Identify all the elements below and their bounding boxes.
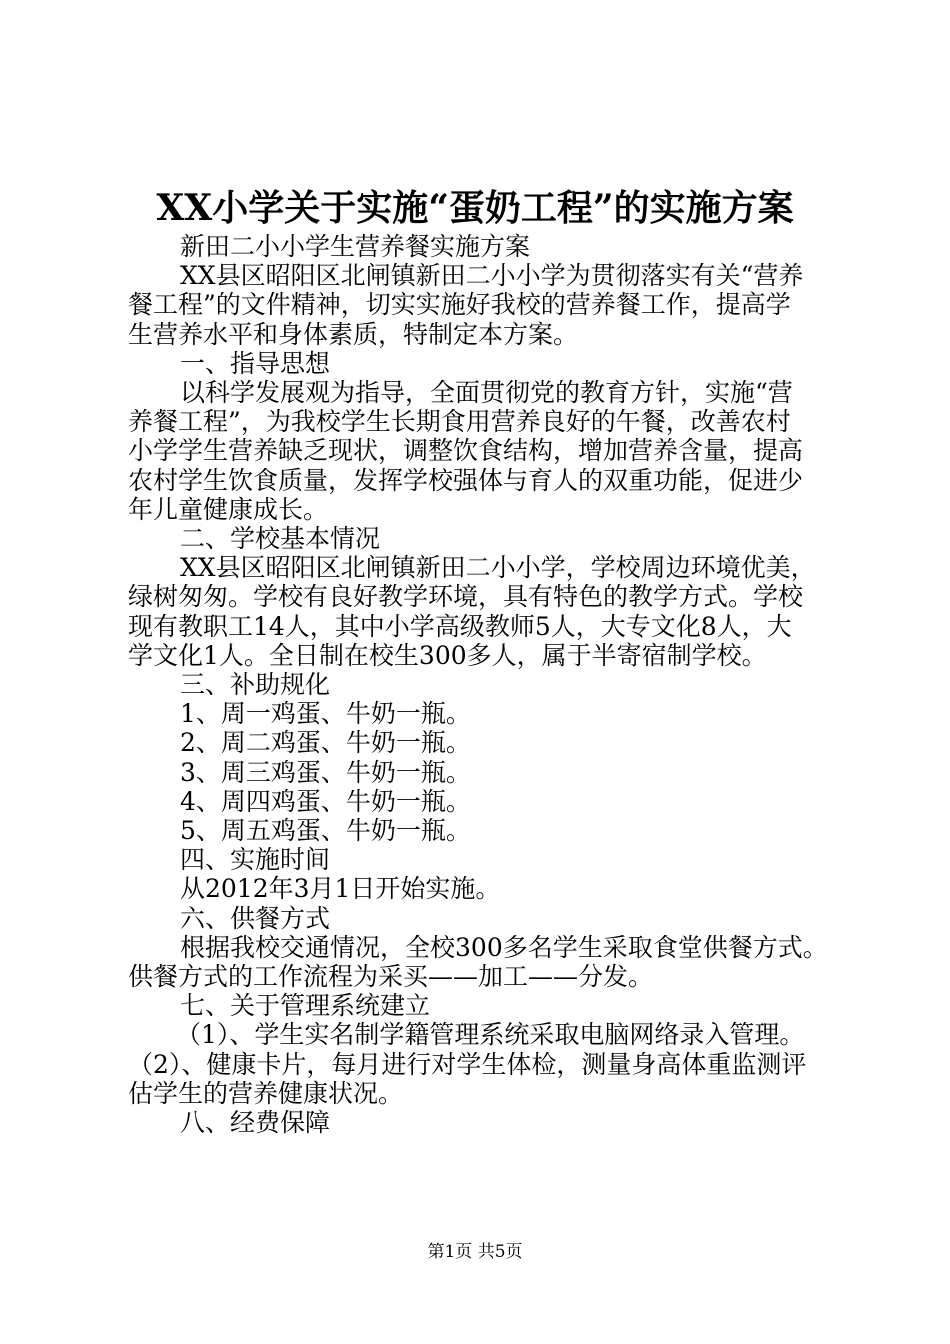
section-heading: 四、实施时间 — [180, 845, 331, 875]
section-heading: 二、学校基本情况 — [180, 524, 381, 554]
body-line: （1）、学生实名制学籍管理系统采取电脑网络录入管理。 — [176, 1020, 805, 1050]
body-line: XX县区昭阳区北闸镇新田二小小学，学校周边环境优美， — [180, 553, 816, 583]
list-item: 5、周五鸡蛋、牛奶一瓶。 — [180, 816, 471, 846]
body-line: 估学生的营养健康状况。 — [128, 1078, 404, 1108]
list-item: 4、周四鸡蛋、牛奶一瓶。 — [180, 786, 471, 816]
body-line: （2）、健康卡片，每月进行对学生体检，测量身高体重监测评 — [128, 1049, 807, 1079]
section-heading: 六、供餐方式 — [180, 903, 331, 933]
section-heading: 八、经费保障 — [180, 1108, 331, 1138]
body-line: 年儿童健康成长。 — [128, 494, 329, 524]
body-line: XX县区昭阳区北闸镇新田二小小学为贯彻落实有关“营养 — [180, 261, 804, 291]
body-line: 绿树匆匆。学校有良好教学环境，具有特色的教学方式。学校 — [128, 582, 804, 612]
body-line: 养餐工程”，为我校学生长期食用营养良好的午餐，改善农村 — [128, 407, 791, 437]
list-item: 3、周三鸡蛋、牛奶一瓶。 — [180, 757, 471, 787]
document-title: XX小学关于实施“蛋奶工程”的实施方案 — [156, 187, 794, 229]
body-line: 从2012年3月1日开始实施。 — [180, 874, 501, 904]
section-heading: 七、关于管理系统建立 — [180, 991, 431, 1021]
body-line: 现有教职工14人，其中小学高级教师5人，大专文化8人，大 — [128, 611, 792, 641]
list-item: 2、周二鸡蛋、牛奶一瓶。 — [180, 728, 471, 758]
page-footer: 第1页 共5页 — [427, 1242, 523, 1262]
body-line: 供餐方式的工作流程为采买——加工——分发。 — [128, 962, 654, 992]
section-heading: 一、指导思想 — [180, 348, 331, 378]
body-line: 新田二小小学生营养餐实施方案 — [180, 232, 531, 261]
body-line: 以科学发展观为指导，全面贯彻党的教育方针，实施“营 — [180, 378, 793, 408]
body-line: 小学学生营养缺乏现状，调整饮食结构，增加营养含量，提高 — [128, 436, 804, 466]
body-line: 餐工程”的文件精神，切实实施好我校的营养餐工作，提高学 — [128, 290, 791, 320]
body-line: 生营养水平和身体素质，特制定本方案。 — [128, 319, 579, 349]
list-item: 1、周一鸡蛋、牛奶一瓶。 — [180, 699, 471, 729]
section-heading: 三、补助规化 — [180, 670, 331, 700]
document-body — [128, 232, 832, 1137]
body-line: 农村学生饮食质量，发挥学校强体与育人的双重功能，促进少 — [128, 465, 804, 495]
body-line: 根据我校交通情况，全校300多名学生采取食堂供餐方式。 — [180, 932, 828, 962]
body-line: 学文化1人。全日制在校生300多人，属于半寄宿制学校。 — [128, 640, 767, 670]
